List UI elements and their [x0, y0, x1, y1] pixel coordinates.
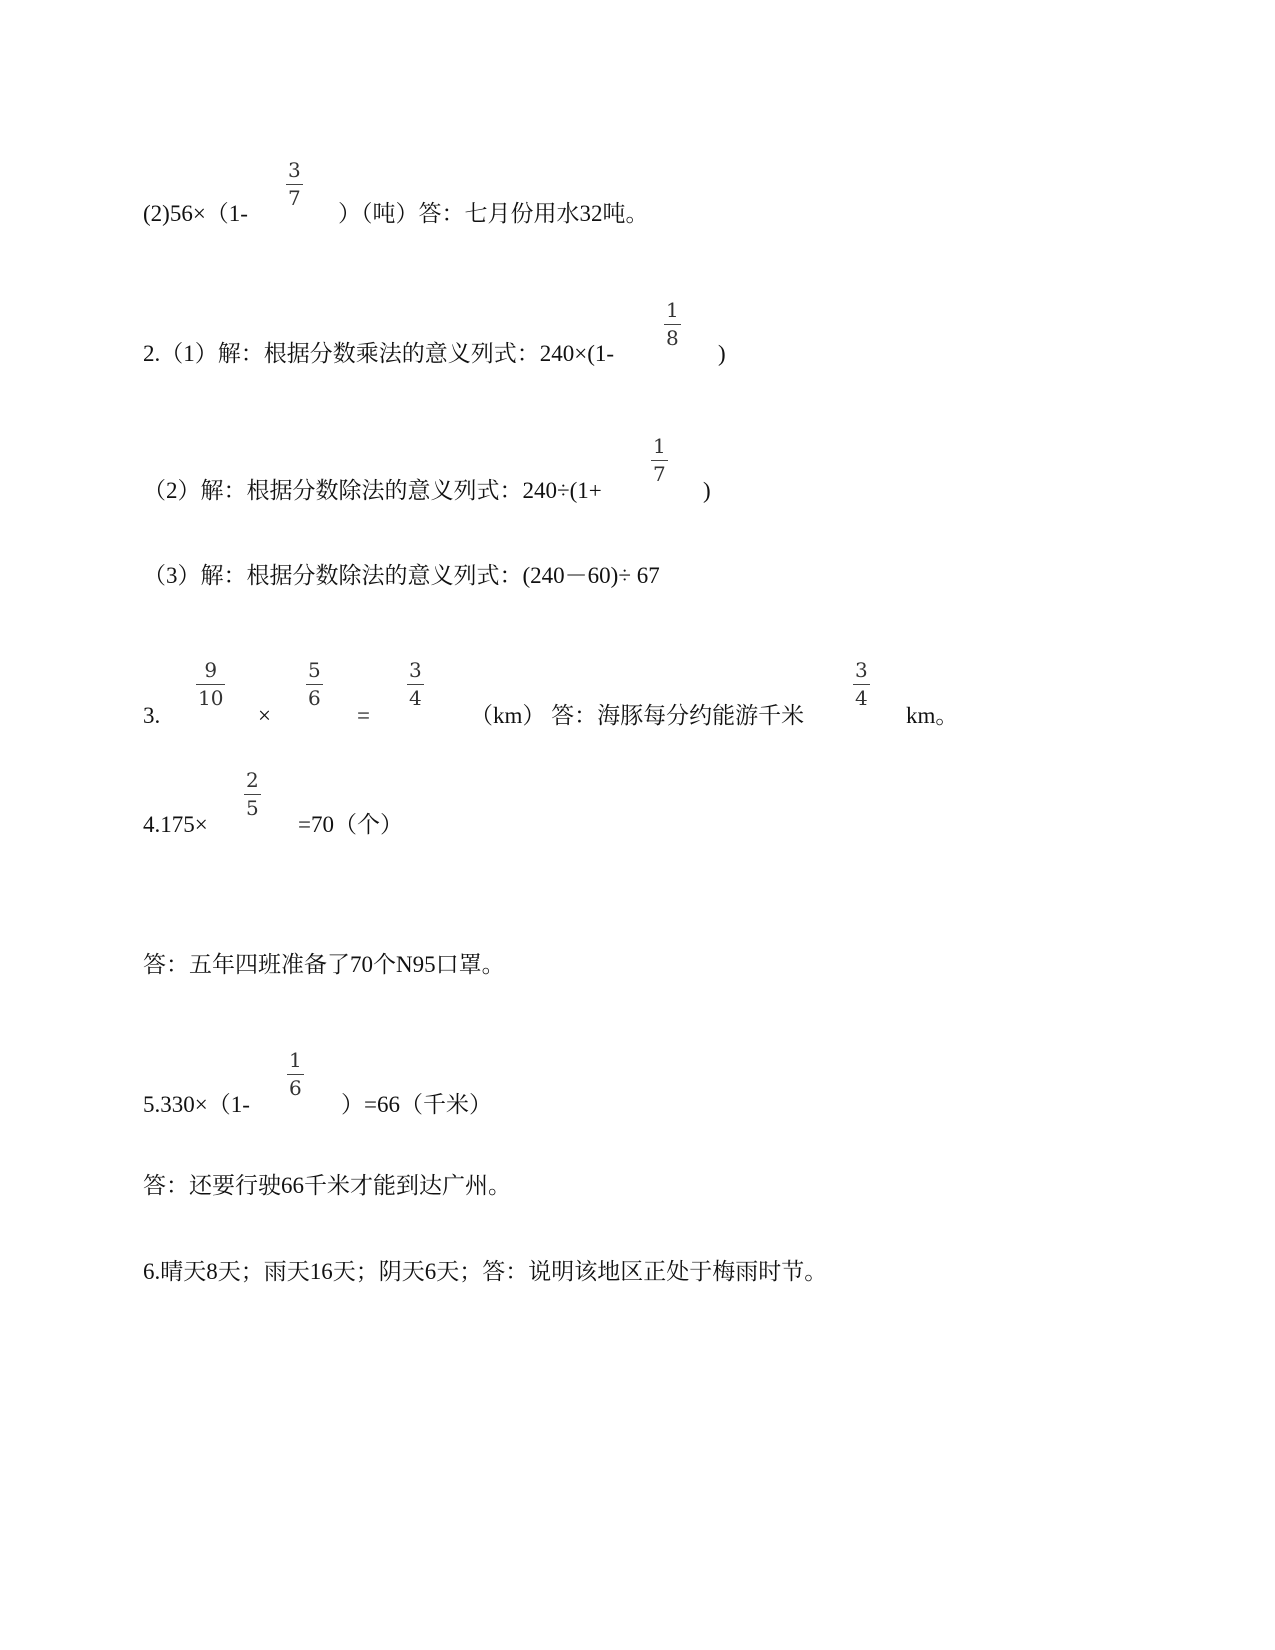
denominator: 7	[288, 186, 301, 210]
numerator: 9	[204, 658, 218, 682]
fraction-3-7	[286, 160, 303, 208]
fraction-bar	[407, 684, 424, 685]
times-sign: ×	[258, 703, 271, 728]
fraction-1-7	[651, 436, 668, 484]
fraction-bar	[196, 684, 225, 685]
q1-part2-suffix: ）（吨）答：七月份用水32吨。	[338, 201, 649, 226]
numerator: 3	[409, 658, 422, 682]
q5-answer: 答：还要行驶66千米才能到达广州。	[143, 1173, 511, 1198]
fraction-bar	[651, 460, 668, 461]
q2-part2-suffix: )	[703, 478, 711, 503]
denominator: 10	[198, 686, 224, 710]
fraction-bar	[286, 184, 303, 185]
q5-suffix: ）=66（千米）	[341, 1092, 492, 1117]
q4-prefix: 4.175×	[143, 812, 208, 837]
q3-number: 3.	[143, 703, 161, 728]
fraction-bar	[853, 684, 870, 685]
fraction-bar	[306, 684, 323, 685]
fraction-1-6	[287, 1050, 304, 1098]
q5-prefix: 5.330×（1-	[143, 1092, 250, 1117]
fraction-1-8	[664, 300, 681, 348]
denominator: 8	[666, 326, 679, 350]
numerator: 5	[308, 658, 321, 682]
numerator: 1	[289, 1048, 302, 1072]
denominator: 6	[308, 686, 321, 710]
q6-text: 6.晴天8天；雨天16天；阴天6天；答：说明该地区正处于梅雨时节。	[143, 1259, 828, 1284]
q3-unit-answer: （km） 答：海豚每分约能游千米	[470, 703, 805, 728]
q4-answer: 答：五年四班准备了70个N95口罩。	[143, 952, 505, 977]
q2-part2-prefix: （2）解：根据分数除法的意义列式：240÷(1+	[143, 478, 602, 503]
numerator: 3	[288, 158, 301, 182]
fraction-3-4-answer	[853, 660, 870, 708]
fraction-bar	[664, 324, 681, 325]
denominator: 5	[246, 796, 259, 820]
fraction-bar	[287, 1074, 304, 1075]
fraction-5-6	[306, 660, 323, 708]
numerator: 1	[666, 298, 679, 322]
fraction-3-4-result	[407, 660, 424, 708]
fraction-2-5	[244, 770, 261, 818]
numerator: 1	[653, 434, 666, 458]
q3-unit-end: km。	[906, 703, 959, 728]
q1-part2-prefix: (2)56×（1-	[143, 201, 248, 226]
q4-suffix: =70（个）	[298, 812, 403, 837]
q2-part1-prefix: 2.（1）解：根据分数乘法的意义列式：240×(1-	[143, 341, 615, 366]
equals-sign: =	[357, 703, 370, 728]
denominator: 6	[289, 1076, 302, 1100]
q2-part1-suffix: )	[718, 341, 726, 366]
q2-part3: （3）解：根据分数除法的意义列式：(240－60)÷ 67	[143, 563, 660, 588]
numerator: 2	[246, 768, 259, 792]
denominator: 4	[409, 686, 422, 710]
denominator: 7	[653, 462, 666, 486]
numerator: 3	[855, 658, 868, 682]
denominator: 4	[855, 686, 868, 710]
fraction-9-10	[196, 660, 225, 708]
fraction-bar	[244, 794, 261, 795]
